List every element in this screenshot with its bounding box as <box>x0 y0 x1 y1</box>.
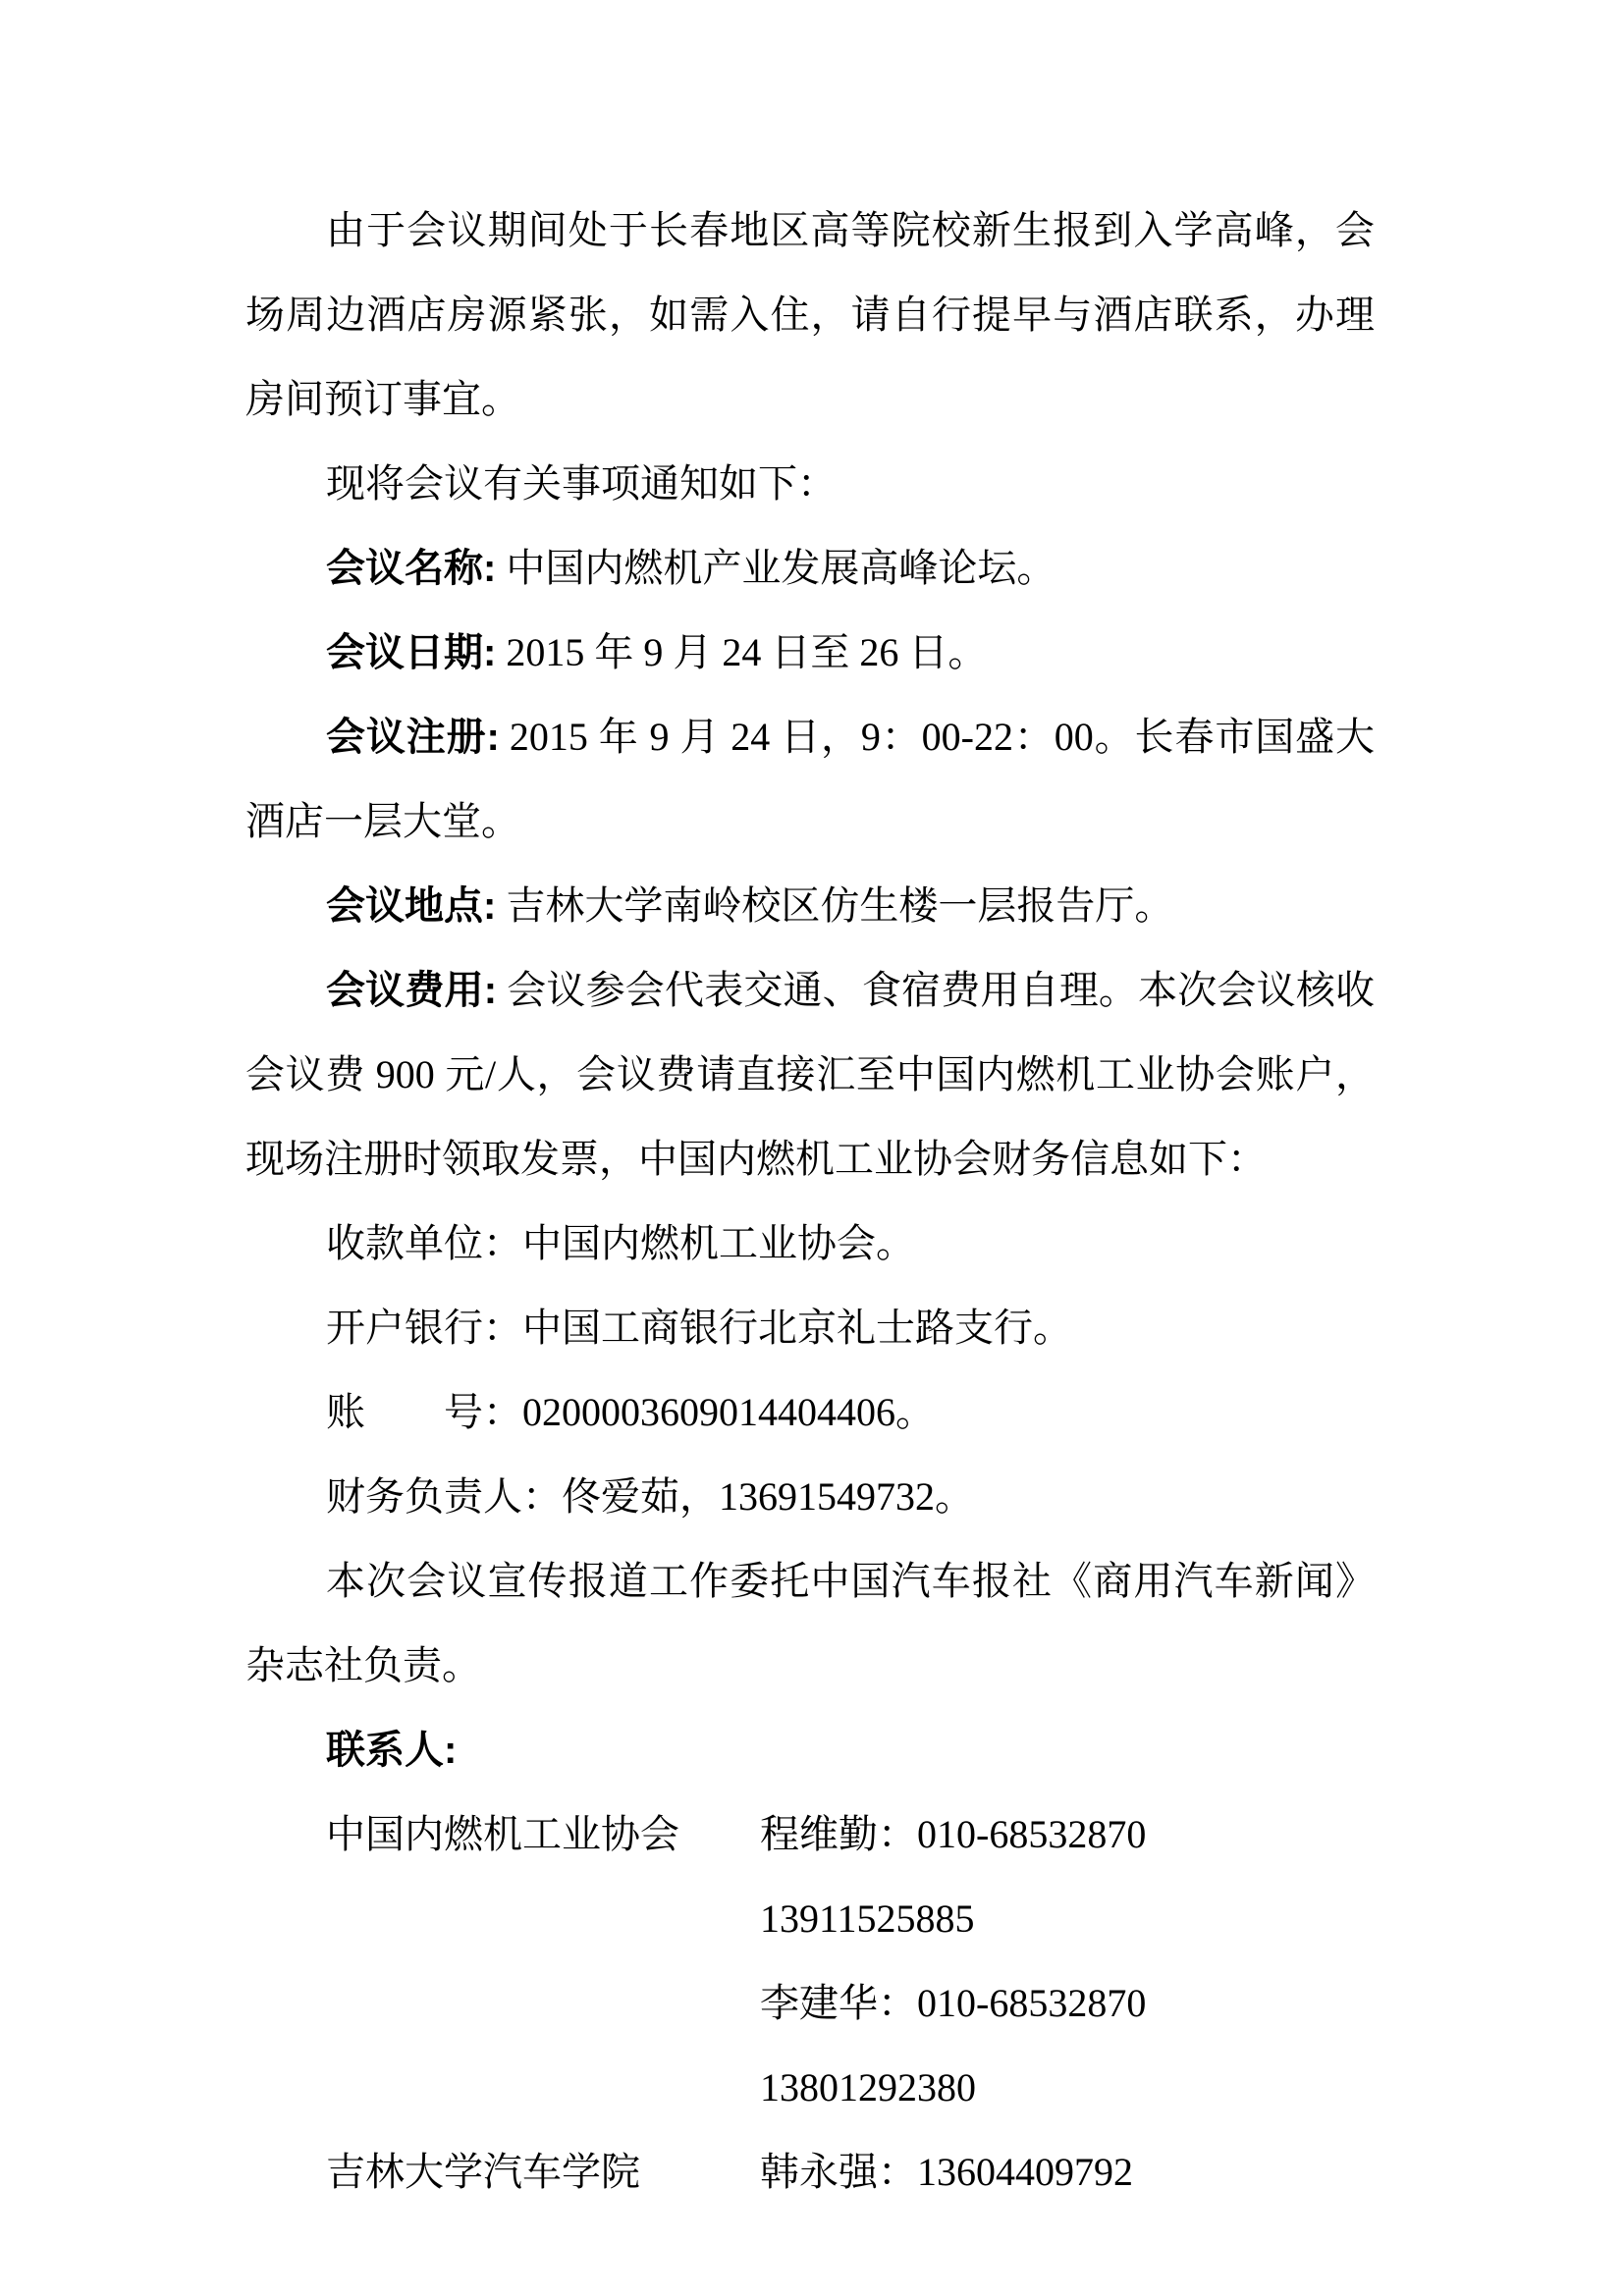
meeting-fee-label: 会议费用: <box>326 969 498 1012</box>
meeting-date-item <box>245 611 1375 695</box>
contact-row <box>326 1792 1375 1961</box>
meeting-location-item <box>245 864 1375 948</box>
contact-org: 中国内燃机工业协会 <box>326 1812 679 1856</box>
finance-manager-line: 财务负责人：佟爱茹，13691549732。 <box>326 1474 974 1519</box>
meeting-registration-item <box>245 695 1375 864</box>
contact-person: 韩永强：13604409792 <box>760 2150 1133 2194</box>
contact-org <box>326 1961 760 2130</box>
document-content <box>245 188 1375 2215</box>
meeting-fee-value: 会议参会代表交通、食宿费用自理。本次会议核收会议费 900 元/人，会议费请直接汇至中国内燃机工业协会账户，现场注册时领取发票，中国内燃机工业协会财务信息如下： <box>245 968 1375 1181</box>
finance-account-line: 账 号：0200003609014404406。 <box>326 1390 935 1434</box>
meeting-registration-value: 2015 年 9 月 24 日，9：00-22：00。长春市国盛大酒店一层大堂。 <box>245 715 1375 843</box>
publicity-paragraph: 本次会议宣传报道工作委托中国汽车报社《商用汽车新闻》杂志社负责。 <box>245 1559 1375 1687</box>
meeting-date-label: 会议日期: <box>326 631 497 674</box>
contacts-heading <box>245 1708 1375 1792</box>
meeting-name-value: 中国内燃机产业发展高峰论坛。 <box>506 546 1056 590</box>
meeting-location-value: 吉林大学南岭校区仿生楼一层报告厅。 <box>506 883 1174 928</box>
meeting-name-item <box>245 526 1375 611</box>
meeting-location-label: 会议地点: <box>326 884 497 928</box>
contact-row <box>326 2130 1375 2215</box>
meeting-registration-label: 会议注册: <box>326 716 500 759</box>
contact-person: 程维勤：010-68532870 13911525885 <box>760 1812 1186 1941</box>
contacts-heading-label: 联系人: <box>326 1729 458 1772</box>
contact-row <box>326 1961 1375 2130</box>
notice-lead-paragraph: 现将会议有关事项通知如下： <box>326 461 837 506</box>
meeting-date-value: 2015 年 9 月 24 日至 26 日。 <box>506 630 988 674</box>
meeting-fee-item <box>245 948 1375 1201</box>
finance-payee-line: 收款单位：中国内燃机工业协会。 <box>326 1221 915 1265</box>
intro-paragraph: 由于会议期间处于长春地区高等院校新生报到入学高峰，会场周边酒店房源紧张，如需入住，请自行提早与酒店联系，办理房间预订事宜。 <box>245 208 1375 421</box>
contact-org: 吉林大学汽车学院 <box>326 2150 640 2194</box>
contact-person: 李建华：010-68532870 13801292380 <box>760 1981 1186 2109</box>
finance-bank-line: 开户银行：中国工商银行北京礼士路支行。 <box>326 1306 1072 1350</box>
meeting-name-label: 会议名称: <box>326 547 497 590</box>
